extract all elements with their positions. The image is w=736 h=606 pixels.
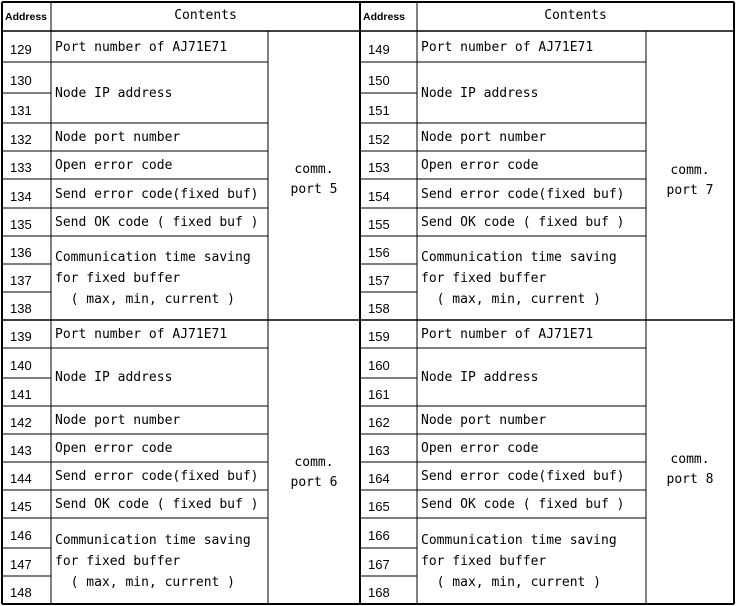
content-cell: Send OK code ( fixed buf ) <box>55 497 259 512</box>
comm-port-label: comm. <box>670 452 710 467</box>
content-cell: Open error code <box>421 158 539 173</box>
content-cell: for fixed buffer <box>421 271 547 286</box>
contents-header: Contents <box>544 8 607 23</box>
address-cell: 147 <box>10 557 32 572</box>
content-cell: Node IP address <box>55 86 173 101</box>
content-cell: Communication time saving <box>55 250 251 265</box>
address-cell: 142 <box>10 415 32 430</box>
content-cell: Port number of AJ71E71 <box>55 327 228 342</box>
address-cell: 138 <box>10 301 32 316</box>
content-cell: Send error code(fixed buf) <box>421 469 625 484</box>
address-cell: 129 <box>10 42 32 57</box>
address-cell: 160 <box>368 358 390 373</box>
content-cell: Node port number <box>55 413 181 428</box>
address-cell: 141 <box>10 387 32 402</box>
content-cell: Node port number <box>421 130 547 145</box>
address-cell: 166 <box>368 528 390 543</box>
comm-port-label: port 5 <box>290 182 338 197</box>
content-cell: Port number of AJ71E71 <box>55 40 228 55</box>
address-cell: 144 <box>10 471 32 486</box>
address-cell: 167 <box>368 557 390 572</box>
address-cell: 146 <box>10 528 32 543</box>
content-cell: Node port number <box>55 130 181 145</box>
address-cell: 154 <box>368 189 390 204</box>
address-cell: 149 <box>368 42 390 57</box>
content-cell: Communication time saving <box>421 250 617 265</box>
address-cell: 153 <box>368 160 390 175</box>
address-cell: 130 <box>10 73 32 88</box>
content-cell: ( max, min, current ) <box>421 292 602 307</box>
address-cell: 164 <box>368 471 390 486</box>
address-cell: 143 <box>10 443 32 458</box>
content-cell: Send error code(fixed buf) <box>55 187 259 202</box>
address-cell: 139 <box>10 329 32 344</box>
content-cell: for fixed buffer <box>55 554 181 569</box>
content-cell: Node IP address <box>421 370 539 385</box>
content-cell: Port number of AJ71E71 <box>421 40 594 55</box>
comm-port-label: port 6 <box>290 475 338 490</box>
comm-port-label: comm. <box>294 455 334 470</box>
address-cell: 151 <box>368 103 390 118</box>
content-cell: Port number of AJ71E71 <box>421 327 594 342</box>
comm-port-label: port 8 <box>666 472 714 487</box>
content-cell: Send OK code ( fixed buf ) <box>421 497 625 512</box>
address-cell: 131 <box>10 103 32 118</box>
content-cell: Open error code <box>55 158 173 173</box>
address-cell: 136 <box>10 245 32 260</box>
address-header: Address <box>363 11 406 23</box>
content-cell: Node IP address <box>55 370 173 385</box>
content-cell: for fixed buffer <box>55 271 181 286</box>
content-cell: ( max, min, current ) <box>55 575 236 590</box>
address-cell: 156 <box>368 245 390 260</box>
address-cell: 134 <box>10 189 32 204</box>
address-cell: 165 <box>368 499 390 514</box>
content-cell: Send OK code ( fixed buf ) <box>55 215 259 230</box>
content-cell: Send error code(fixed buf) <box>55 469 259 484</box>
address-header: Address <box>5 11 48 23</box>
address-cell: 135 <box>10 217 32 232</box>
address-cell: 162 <box>368 415 390 430</box>
comm-port-label: comm. <box>670 163 710 178</box>
address-cell: 161 <box>368 387 390 402</box>
comm-port-label: port 7 <box>666 183 714 198</box>
address-cell: 140 <box>10 358 32 373</box>
address-cell: 133 <box>10 160 32 175</box>
content-cell: Node IP address <box>421 86 539 101</box>
content-cell: Open error code <box>421 441 539 456</box>
content-cell: ( max, min, current ) <box>55 292 236 307</box>
content-cell: Open error code <box>55 441 173 456</box>
address-cell: 145 <box>10 499 32 514</box>
address-cell: 159 <box>368 329 390 344</box>
comm-port-label: comm. <box>294 162 334 177</box>
content-cell: Node port number <box>421 413 547 428</box>
address-cell: 163 <box>368 443 390 458</box>
address-cell: 157 <box>368 273 390 288</box>
content-cell: Send error code(fixed buf) <box>421 187 625 202</box>
address-cell: 155 <box>368 217 390 232</box>
content-cell: Send OK code ( fixed buf ) <box>421 215 625 230</box>
address-cell: 158 <box>368 301 390 316</box>
content-cell: Communication time saving <box>55 533 251 548</box>
contents-header: Contents <box>174 8 237 23</box>
address-cell: 137 <box>10 273 32 288</box>
address-cell: 168 <box>368 585 390 600</box>
content-cell: for fixed buffer <box>421 554 547 569</box>
address-cell: 148 <box>10 585 32 600</box>
content-cell: ( max, min, current ) <box>421 575 602 590</box>
address-cell: 152 <box>368 132 390 147</box>
content-cell: Communication time saving <box>421 533 617 548</box>
address-cell: 150 <box>368 73 390 88</box>
address-cell: 132 <box>10 132 32 147</box>
